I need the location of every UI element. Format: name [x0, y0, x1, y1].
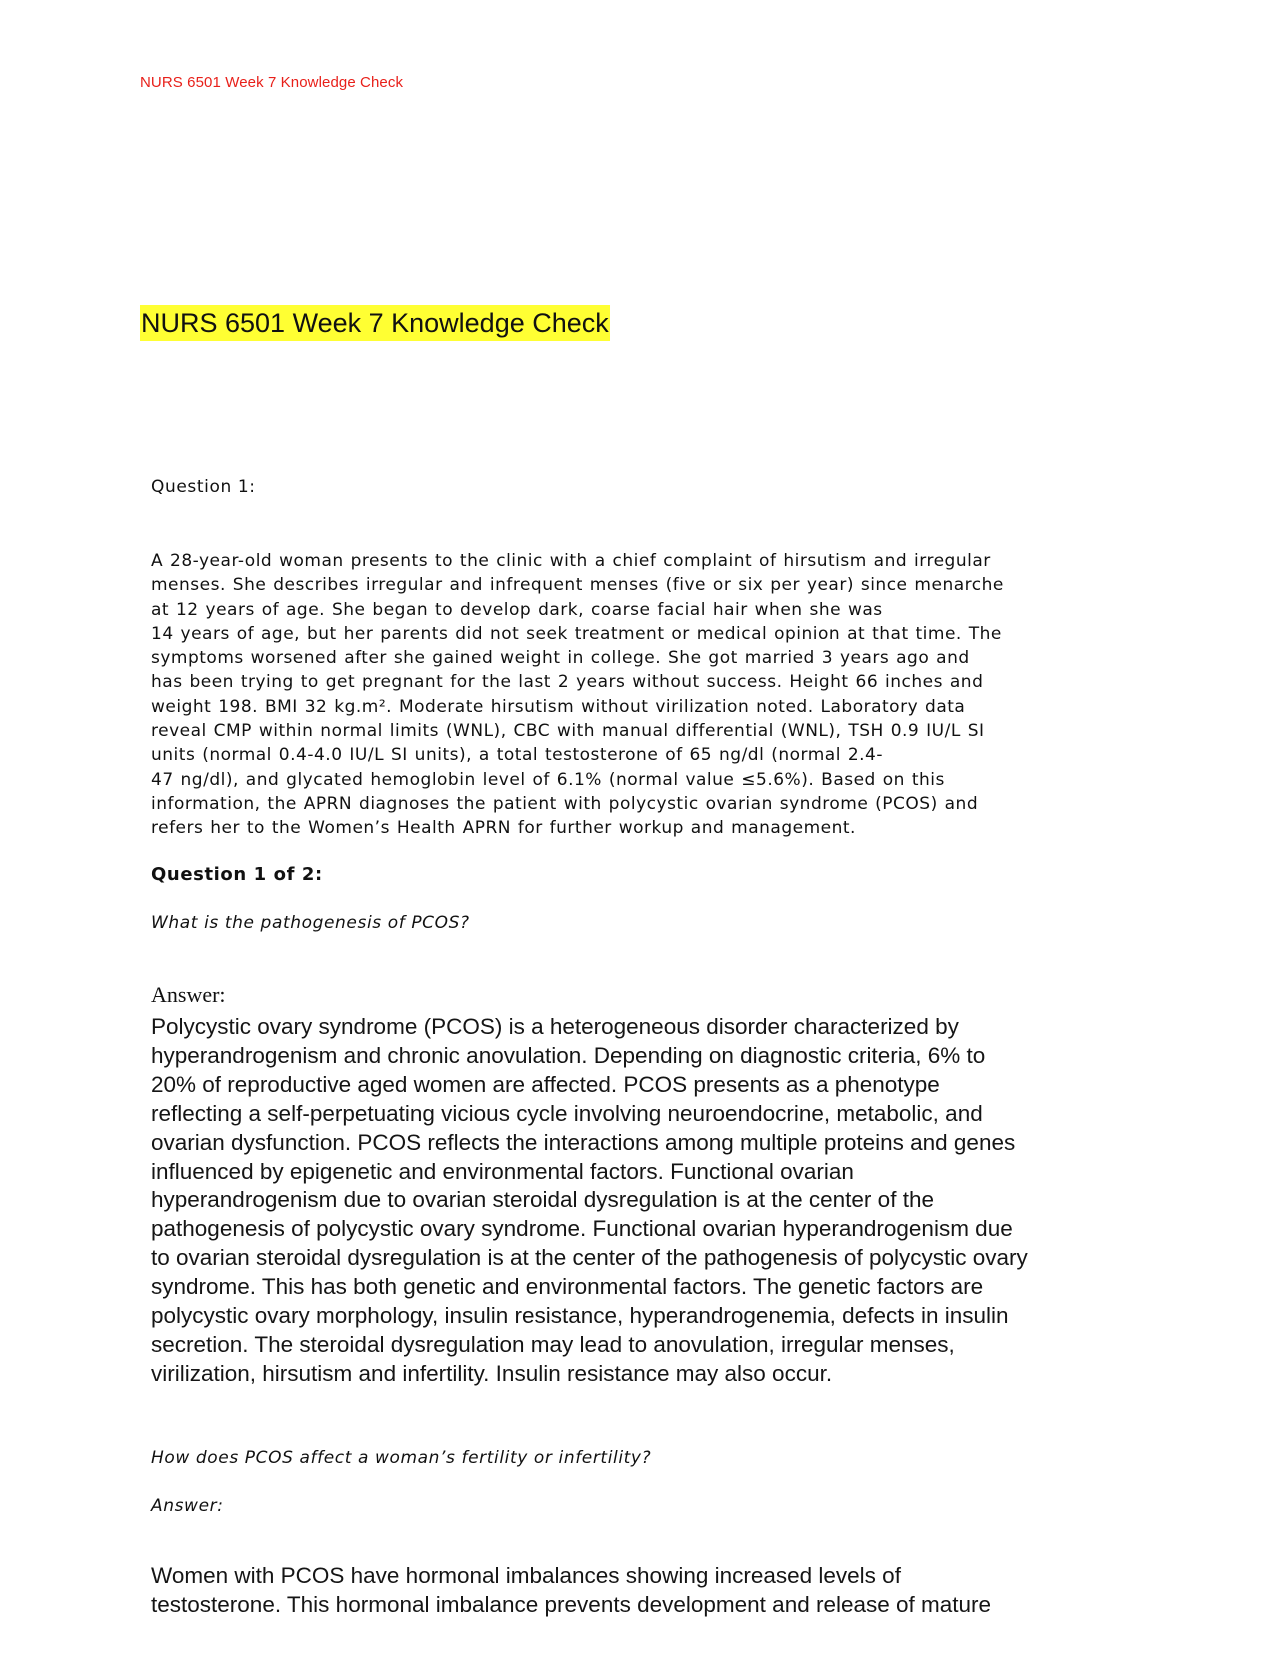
- scenario-line: refers her to the Women’s Health APRN for further workup and management.: [151, 818, 856, 839]
- answer-line: influenced by epigenetic and environmental factors. Functional ovarian: [151, 1158, 854, 1184]
- answer-body-2: [151, 1562, 1141, 1620]
- scenario-line: units (normal 0.4-4.0 IU/L SI units), a total testosterone of 65 ng/dl (normal 2.4-: [151, 745, 884, 766]
- scenario-line: at 12 years of age. She began to develop dark, coarse facial hair when she was: [151, 599, 883, 620]
- scenario-line: information, the APRN diagnoses the patient with polycystic ovarian syndrome (PCOS) and: [151, 793, 979, 814]
- answer-line: hyperandrogenism due to ovarian steroidal dysregulation is at the center of the: [151, 1187, 934, 1213]
- answer-line: ovarian dysfunction. PCOS reflects the interactions among multiple proteins and genes: [151, 1129, 1016, 1155]
- answer-label-2: Answer:: [151, 1496, 224, 1516]
- answer-line: pathogenesis of polycystic ovary syndrome. Functional ovarian hyperandrogenism due: [151, 1216, 1013, 1242]
- answer-line: virilization, hirsutism and infertility. Insulin resistance may also occur.: [151, 1360, 833, 1386]
- page-header: NURS 6501 Week 7 Knowledge Check: [140, 74, 404, 91]
- answer-line: Women with PCOS have hormonal imbalances showing increased levels of: [151, 1563, 901, 1588]
- answer-line: testosterone. This hormonal imbalance prevents development and release of mature: [151, 1591, 992, 1617]
- answer-label: Answer:: [151, 982, 226, 1007]
- answer-line: hyperandrogenism and chronic anovulation. Depending on diagnostic criteria, 6% to: [151, 1042, 986, 1068]
- scenario-line: symptoms worsened after she gained weight in college. She got married 3 years ago and: [151, 648, 970, 669]
- scenario-line: 47 ng/dl), and glycated hemoglobin level of 6.1% (normal value ≤5.6%). Based on this: [151, 769, 945, 790]
- answer-line: to ovarian steroidal dysregulation is at the center of the pathogenesis of polycystic ovary: [151, 1245, 1028, 1271]
- scenario-line: A 28-year-old woman presents to the clinic with a chief complaint of hirsutism and irregular: [151, 551, 991, 571]
- scenario-line: weight 198. BMI 32 kg.m². Moderate hirsutism without virilization noted. Laboratory data: [151, 696, 966, 717]
- sub-question-label: Question 1 of 2:: [151, 864, 323, 885]
- case-scenario: [151, 549, 1111, 841]
- answer-line: secretion. The steroidal dysregulation may lead to anovulation, irregular menses,: [151, 1331, 955, 1357]
- scenario-line: menses. She describes irregular and infrequent menses (five or six per year) since menarche: [151, 575, 1004, 596]
- scenario-line: has been trying to get pregnant for the last 2 years without success. Height 66 inches and: [151, 672, 984, 693]
- answer-body: [151, 1013, 1141, 1389]
- answer-line: syndrome. This has both genetic and environmental factors. The genetic factors are: [151, 1274, 984, 1300]
- scenario-line: 14 years of age, but her parents did not seek treatment or medical opinion at that time. The: [151, 623, 1002, 644]
- document-title: NURS 6501 Week 7 Knowledge Check: [140, 305, 610, 341]
- scenario-line: reveal CMP within normal limits (WNL), CBC with manual differential (WNL), TSH 0.9 IU/L SI: [151, 721, 985, 742]
- answer-line: 20% of reproductive aged women are affected. PCOS presents as a phenotype: [151, 1071, 940, 1097]
- question-prompt-2: How does PCOS affect a woman’s fertility or infertility?: [151, 1448, 652, 1468]
- question-label: Question 1:: [151, 477, 256, 497]
- answer-line: Polycystic ovary syndrome (PCOS) is a heterogeneous disorder characterized by: [151, 1014, 959, 1039]
- answer-line: polycystic ovary morphology, insulin resistance, hyperandrogenemia, defects in insulin: [151, 1303, 1009, 1329]
- question-prompt: What is the pathogenesis of PCOS?: [151, 913, 470, 933]
- answer-line: reflecting a self-perpetuating vicious cycle involving neuroendocrine, metabolic, and: [151, 1100, 983, 1126]
